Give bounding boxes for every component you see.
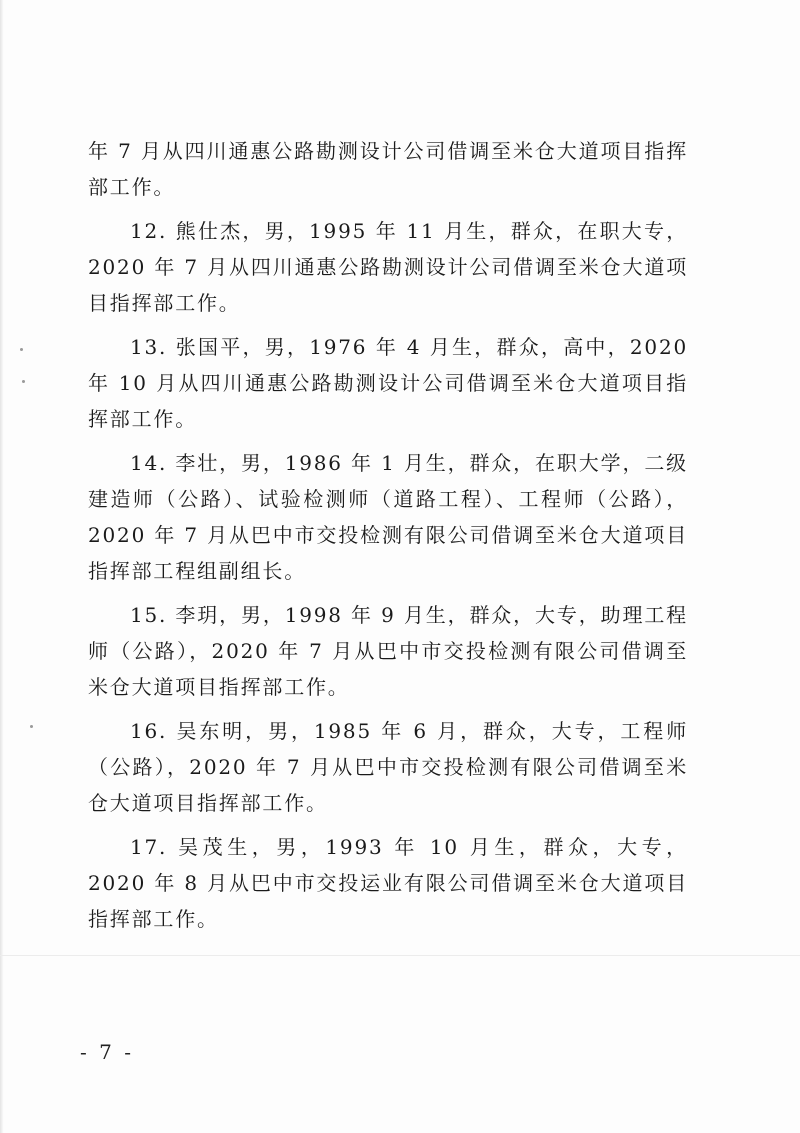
page-number: - 7 - [80,1040,134,1064]
paragraph-item-17: 17. 吴茂生，男，1993 年 10 月生，群众，大专，2020 年 8 月从巴中市交投运业有限公司借调至米仓大道项目指挥部工作。 [88,835,688,931]
paragraph-item-15: 15. 李玥，男，1998 年 9 月生，群众，大专，助理工程师（公路），2020 年 7 月从巴中市交投检测有限公司借调至米仓大道项目指挥部工作。 [88,603,688,699]
paragraph-item-16: 16. 吴东明，男，1985 年 6 月，群众，大专，工程师（公路），2020 年 7 月从巴中市交投检测有限公司借调至米仓大道项目指挥部工作。 [88,719,688,815]
paragraph-item-12: 12. 熊仕杰，男，1995 年 11 月生，群众，在职大专，2020 年 7 月从四川通惠公路勘测设计公司借调至米仓大道项目指挥部工作。 [88,219,688,315]
paragraph-item-13: 13. 张国平，男，1976 年 4 月生，群众，高中，2020 年 10 月从四川通惠公路勘测设计公司借调至米仓大道项目指挥部工作。 [88,335,688,431]
scan-speck [30,725,33,728]
footer-divider [0,955,800,956]
scan-speck [20,348,23,351]
page-edge-shadow [0,0,4,1133]
scan-speck [22,380,25,383]
document-body [88,133,688,945]
paragraph-item-14: 14. 李壮，男，1986 年 1 月生，群众，在职大学，二级建造师（公路）、试验检测师（道路工程）、工程师（公路），2020 年 7 月从巴中市交投检测有限公司借调至米仓大道项目指挥部工程组副组长。 [88,451,688,583]
paragraph-continuation: 年 7 月从四川通惠公路勘测设计公司借调至米仓大道项目指挥部工作。 [88,139,688,199]
